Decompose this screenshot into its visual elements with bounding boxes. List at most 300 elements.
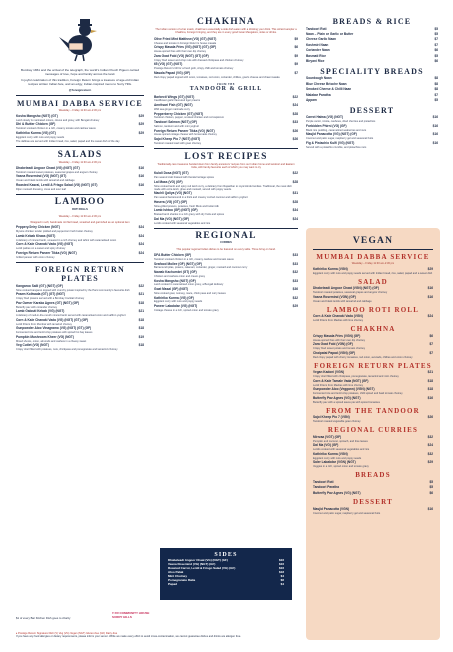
menu-item-name: Tandoori Roti	[306, 26, 327, 31]
menu-item-name: Kathiriko Kurma (VGN)	[313, 267, 348, 271]
menu-item-name: Dhabeleadi Angoor Chaat (VGN) (NGT) (GF)	[313, 286, 379, 291]
menu-item-description: Lamb cooked in caramelised onion gravy, a Bengali delicacy	[154, 283, 224, 287]
menu-item-description: Barramundi pilas, prawns, calamari, coriander, ginger, mustard and coconut curry	[154, 266, 248, 270]
lost-recipes-list	[154, 172, 298, 224]
vegan-regional-list	[313, 436, 433, 468]
menu-item-price: $36	[292, 287, 298, 292]
menu-item-price: $7	[294, 70, 298, 75]
charity-line: $1 of every Bar Kitchen Dish goes to charity	[16, 616, 71, 620]
menu-item	[313, 481, 433, 485]
menu-item-name: Kathiriko Kurma (VGN)	[313, 451, 348, 456]
menu-item-price: $6	[429, 490, 433, 495]
menu-item-price: $6	[434, 48, 438, 53]
menu-item-price: $29	[138, 130, 144, 135]
menu-item-name: Smoked Cheese & Chilli Naan	[306, 87, 352, 92]
menu-item-name: Vasna Rosemind (VG) (NGT) (GF)	[168, 561, 216, 566]
menu-item-description: Butterfly pav with a spiced sauce pie with spiced tomatoes	[313, 400, 380, 404]
menu-item-price: $29	[138, 122, 144, 127]
menu-item-name: Goat Masal (GF) (NGT)	[154, 287, 189, 292]
vegan-dabba-title: MUMBAI DABBA SERVICE	[316, 252, 430, 261]
section-title-dessert: DESSERT	[349, 105, 395, 115]
menu-item-description: Slow cooked goat, nutmeg, mace, chick peas and curry leaves	[154, 291, 226, 295]
menu-item-name: Nawab Kachumbri (GT) (GF)	[154, 270, 197, 275]
menu-item-description: Salmon, tandoori and with mint yoghurt	[154, 124, 199, 128]
menu-item-description: Pan seared barramundi in a thick and creamy curried coconut and saffron yoghurt	[154, 196, 248, 200]
menu-item-name: Sourdough Naan	[306, 76, 332, 81]
lamboo-list	[16, 226, 144, 258]
section-title-dabba: MUMBAI DABBA SERVICE	[17, 98, 143, 108]
menu-item-name: Foreign Return Paneer Tikka (VG) (NGT)	[16, 250, 77, 255]
menu-item-price: $29	[427, 460, 433, 465]
menu-item-name: Cheese Garlic Naan	[306, 37, 336, 42]
menu-item	[306, 33, 438, 37]
vegan-dessert-list	[313, 508, 433, 515]
vegan-breads-title: BREADS	[355, 471, 391, 480]
menu-item-price: $5	[434, 31, 438, 36]
menu-item-price: $29	[427, 267, 433, 271]
regional-small: CURRIES	[220, 241, 232, 245]
menu-item-price: $9	[294, 53, 298, 58]
divider	[313, 249, 433, 250]
menu-item	[313, 486, 433, 490]
menu-item-description: House spiced cottage cheese with homemade chutney	[154, 133, 217, 137]
menu-item-price: $8	[434, 87, 438, 92]
menu-item-name: Masjid Panacotta (VG) (NGT) (GF)	[306, 132, 357, 137]
menu-item-price: $32	[292, 295, 298, 300]
section-title-salads: SALADS	[57, 149, 103, 160]
menu-item-name: Crispy Masala Fries (VGN) (GF)	[313, 333, 361, 338]
menu-item-description: Served with a pistachio crumble, and pistachios nuts	[306, 145, 367, 149]
left-column	[16, 14, 144, 352]
menu-item-name: Gunpowder Aloo Vinagramo (VG) (NGT) (GT) (GF)	[16, 326, 92, 331]
menu-item-description: Pan seared crab braised with Kerala heritage spices	[154, 176, 214, 180]
menu-item-price: $24	[138, 250, 144, 255]
vegan-fr-list	[313, 371, 433, 403]
vegan-tandoor-title: FROM THE TANDOOR	[326, 406, 420, 415]
menu-item-price: $18	[138, 343, 144, 348]
menu-item-price: $8	[434, 81, 438, 86]
menu-item-name: Vegan Kadoni (VGN)	[313, 370, 344, 375]
vegan-fr-title: FOREIGN RETURN PLATES	[314, 361, 432, 370]
menu-item-description: Purple carrot, ricotta, cashews, dried cherries and pistachios	[306, 120, 376, 124]
menu-item-name: Papad	[168, 581, 178, 586]
menu-item-name: Pumpkin Mushroom Kheer (VG) (NGT)	[16, 334, 74, 339]
menu-item-description: Butterfly pav with coriander chutney	[16, 305, 58, 309]
section-title-chakhna: CHAKHNA	[196, 17, 255, 27]
menu-item-description: Chicken and cashew onion and cream gravy	[154, 274, 206, 278]
menu-item-description: Tandoori roasted sweet potatoes, seasonal grapes and angoor chutney	[16, 170, 98, 174]
menu-item	[306, 55, 438, 59]
section-title-speciality-breads: SPECIALITY BREADS	[320, 66, 424, 76]
menu-item-description: House-spiced fries with their own dip chutney	[313, 338, 366, 342]
menu-item-description: Ocean and black lentils with tamarind and cabbage	[313, 299, 372, 303]
menu-item-description: Eggplant curry with nuts and poppy seeds	[154, 300, 203, 304]
divider	[16, 194, 144, 195]
salads-list	[16, 167, 144, 191]
menu-item	[306, 49, 438, 53]
sides-list	[168, 559, 284, 586]
menu-item-price: $26	[427, 415, 433, 420]
menu-item	[168, 579, 284, 582]
menu-item-name: Carrot Halwa (VG) (NGT)	[306, 115, 344, 120]
menu-item-price: $7	[434, 42, 438, 47]
menu-item-price: $16	[432, 123, 438, 128]
menu-item-price: $34	[292, 208, 298, 213]
menu-item-price: $7	[429, 342, 433, 347]
menu-item-price: $22	[138, 283, 144, 288]
menu-item-price: $33	[292, 261, 298, 266]
menu-item-name: Barbecti Wings (GT) (NGT)	[154, 94, 195, 99]
menu-item-price: $32	[292, 270, 298, 275]
menu-item-description: Veggies in a rich, spiced onion and tomato gravy	[313, 465, 369, 469]
intro-paragraph-1: Bombay 1861 and the arrival of the telegraph, the world’s Indian Pooch Pigeon carried messages of love, hope and family across the land.	[20, 68, 140, 76]
middle-column	[154, 14, 298, 313]
menu-item-price: $5	[434, 97, 438, 102]
menu-item	[306, 94, 438, 98]
menu-item-name: Mirrzaa (VGT) (GF)	[313, 434, 342, 439]
menu-item	[313, 492, 433, 496]
menu-item-description: Lamb slowly & marinated onions, cloves and gravy, with Bengali chutney	[16, 118, 100, 122]
menu-item-name: Naan – Plain or Garlic or Butter	[306, 31, 354, 36]
vegan-panel	[306, 228, 440, 640]
menu-item-price: $19	[138, 334, 144, 339]
menu-item-description: Crispy shell filled with chickpeas, pomegranate, tamarind and mint chutney	[313, 375, 399, 379]
vegan-tandoor-list	[313, 416, 433, 423]
menu-item-description: House-spiced fries with their own dip chutney	[154, 50, 207, 54]
menu-item-description: Crispy fried sweet potato and tomato chutney	[313, 347, 366, 351]
menu-item-price: $7	[434, 37, 438, 42]
menu-item-price: $24	[427, 314, 433, 319]
menu-item	[306, 99, 438, 103]
menu-item-description: Tandoori chicken, pepper, smoked chicken and red capsicum	[154, 116, 225, 120]
menu-item-description: Slow-grilled prawns, potatoes, fresh fillets and buttermilk	[154, 204, 219, 208]
vegan-salad-list	[313, 287, 433, 302]
menu-item-price: $16	[138, 182, 144, 187]
menu-item-description: Fermented rice and lentil crisp potatoes, chilli spiced and basil tomato chutney	[313, 392, 403, 396]
menu-item-name: Corn & Kale Chanaki Vada (VGN)	[313, 314, 363, 319]
charity-logo	[112, 612, 160, 619]
menu-item	[306, 77, 438, 81]
section-title-vegan: VEGAN	[352, 236, 394, 246]
menu-item-name: Pomegranate Raita	[168, 577, 196, 582]
footer-allergy: If you have any food allergies or dietary requirements, please inform your server. While we make every effort to avoid cross-contamination, we cannot guarantee dishes and drinks are allergen free.	[16, 635, 242, 639]
menu-item-price: $24	[292, 103, 298, 108]
foreign-return-list	[16, 285, 144, 351]
section-title-lamboo: LAMBOO	[54, 197, 106, 208]
vegan-chakhna-list	[313, 335, 433, 359]
charity-tag: FR	[114, 611, 119, 615]
menu-item-name: Lal Maas (VG) (GF)	[154, 179, 183, 184]
chakhna-subtitle: The Indian version of a bar snack, chakhna is essentially a side dish eaten with a drinking your drink. This wizard sampler a Chakhna, Foreign bringing, and they are in every good Goan Mangalore, sides or drinks.	[155, 28, 297, 35]
menu-item-description: Crispy fried prawns served with a Bombay Cocktail chutney	[16, 297, 85, 301]
divider	[16, 95, 144, 96]
menu-item-name: Pepperberry Chicken (GT) (NGT)	[154, 111, 204, 116]
menu-item-description: Eggplant curry with nuts and poppy seeds	[313, 456, 362, 460]
regional-list	[154, 254, 298, 312]
menu-item-name: Butterfly Pav Agnes (VG) (NGT)	[313, 490, 361, 495]
menu-item-name: Butterfly Pav Agnes (VG) (NGT)	[313, 395, 361, 400]
menu-item-price: $21	[138, 292, 144, 297]
footer	[16, 632, 306, 638]
menu-item-price: $16	[278, 561, 284, 566]
menu-item-name: Kulali Dosa (NGT) (GT)	[154, 171, 189, 176]
dabba-note: The dabbas are served with Indian bread, rice, salad, papad and the sweet dish of the day	[16, 139, 120, 143]
divider	[154, 148, 298, 149]
menu-item-price: $16	[427, 286, 433, 291]
menu-item-price: $16	[278, 565, 284, 570]
menu-item-name: Sajoi Kheep Pio 7 (VGN)	[313, 415, 350, 420]
menu-item-price: $24	[138, 233, 144, 238]
menu-item-price: $7	[429, 350, 433, 355]
menu-item-price: $18	[427, 387, 433, 392]
lamboo-subtitle: ROTI ROLLS	[72, 208, 88, 212]
menu-item-price: $33	[292, 278, 298, 283]
menu-item-price: $18	[138, 317, 144, 322]
menu-item-name: Tandoori Paratha	[313, 485, 339, 490]
menu-item-name: Tandoori Salmon (NGT) (GF)	[154, 120, 197, 125]
menu-item-description: Lentils cooked with seasonal vegetables and rice	[313, 448, 370, 452]
menu-item-price: $22	[292, 94, 298, 99]
menu-item-price: $18	[427, 378, 433, 383]
menu-item-name: Vasna Rosemind (VG) (NGT) (GT)	[16, 174, 67, 179]
menu-item-price: $21	[427, 370, 433, 375]
right-column	[306, 14, 438, 150]
menu-item	[168, 583, 284, 586]
menu-item-description: Eggplant curry with nuts and poppy seeds	[16, 135, 65, 139]
menu-item-name: Masjid Panacotta (VGN)	[313, 506, 349, 511]
menu-item-price: $24	[138, 225, 144, 230]
menu-item	[168, 567, 284, 570]
vegan-lamboo-list	[313, 315, 433, 322]
menu-item-description: A delicacy of melt-in-the-mouth minced lamb served with caramelised onion and saffron yoghurt	[16, 314, 126, 318]
menu-item-name: Forbidden Phirni (VG) (GF)	[306, 123, 347, 128]
menu-item-description: Eggplant curry with nuts and poppy seeds served with Indian bread, rice, salad, papad and a sweet dish	[313, 271, 433, 275]
menu-item-price: $32	[427, 434, 433, 439]
menu-item-price: $16	[432, 132, 438, 137]
menu-item-description: Lentil fritters from Mumbai with tamarind chutney	[16, 322, 72, 326]
menu-item-name: Dhabeleadi Angoor Chaat (VG) (NGT) (GF)	[168, 558, 228, 562]
tandoor-title: TANDOOR & GRILL	[189, 85, 263, 92]
menu-item-description: Coconut and palm sugar, raspberry gel and seasonal fruits	[313, 511, 381, 515]
menu-item-name: Kosha Mangsho (NGT) (GT)	[16, 114, 58, 118]
menu-item-name: Veg Cutlet (VG) (NGT)	[16, 343, 49, 348]
regional-subtitle: This popular regional Indian dishes to be featured on every table. Three bring on hand.	[176, 247, 276, 251]
menu-item-description: Prestige Return’s bill for a fresh gobi, crispy chilli and tomato chutney	[154, 67, 234, 71]
menu-item-name: Basmati Rice	[306, 53, 327, 58]
vegan-salad-title: SALAD	[358, 277, 388, 286]
menu-item-price: $4	[280, 573, 284, 578]
menu-item-name: Appam	[306, 97, 317, 102]
menu-item-name: Dal Ma (VG) (NGT) (GF)	[154, 216, 190, 221]
menu-item-name: Peppery/Jeiry Chicken (NGT)	[16, 225, 60, 230]
vegan-dabba-time: Weekday – Friday 11:30 am-2:30 pm	[351, 261, 395, 265]
menu-item-name: Olive Fried Mint Matthew (VG) (GT) (NGT)	[154, 36, 217, 41]
menu-item-description: Slow cooked lamb and spicy red lamb curry, a delicacy from Rajasthan to royal Hindu families. Traditional, the meat dish made with extra lamb, ghee and mustard, served with poppy seeds.	[154, 184, 292, 191]
menu-item-price: $32	[427, 451, 433, 456]
sides-box	[160, 548, 292, 600]
instagram-handle[interactable]: @foreignreturn	[68, 88, 92, 92]
dessert-list	[306, 116, 438, 148]
menu-item-description: Slow cooked kangaroo topped with crunchy potato Inspired by the Parsi community’s favourite dish	[16, 288, 130, 292]
menu-item-description: Tandoori smoked chicken in a rich, creamy tomato and cashew sauce	[16, 127, 96, 131]
vegan-lamboo-title: LAMBOO ROTI ROLL	[326, 305, 420, 314]
section-title-breads-rice: BREADS & RICE	[332, 17, 412, 26]
dabba-time: Weekday – Friday 11:30 am-2:30 pm	[58, 108, 102, 112]
menu-item-description: Lentils cooked with seasonal vegetables and rice	[154, 221, 211, 225]
intro-paragraph-2: In joyful celebration of this tradition, Foreign Return brings a treasure of age-old Indian recipes written Indian fare, and an edgy, Indian-inspired menu to Surry Hills.	[21, 78, 139, 86]
charity-name: COMMUNITY HOUSE SURRY HILLS	[112, 611, 150, 619]
menu-item-price: $6	[280, 577, 284, 582]
menu-item-name: Sajoi Kheep Pio 7 (NGT) (NGT)	[154, 137, 201, 142]
section-title-sides: SIDES	[214, 552, 238, 558]
menu-item-description: Tandoori smoked chicken in a rich, creamy cashew and tomato sauce	[154, 257, 234, 261]
menu-item-name: Zara Goat Fold (VG) (NGT) (GT) (GF)	[154, 53, 209, 58]
menu-item-name: Corn & Kale Chanaki Vada (VG) (NGT) (GT) (GF)	[16, 317, 89, 322]
menu-item-description: Cottage cheese in a rich, spiced onion and tomato gravy	[154, 308, 219, 312]
menu-item-name: DFA Butter Chicken (GF)	[154, 253, 192, 258]
menu-item-name: Zara Goat Fold (VGN) (GF)	[313, 342, 353, 347]
menu-item-description: Tandoori roasted potatoes, seasonal grapes and angoor chutney	[313, 291, 388, 295]
menu-item-name: Pav Owner Karaka Agnes (GT) (NGT) (GF)	[16, 300, 80, 305]
menu-item-description: Black rice pudding, caramelized seaberries and nuts	[306, 128, 367, 132]
footer-legend: ♦ Prestige Return Signature Dish (V) Veg (VG) Vegan (NGT) Gluten-free (GF) Dairy-free	[16, 632, 118, 635]
menu-item-price: $6	[429, 333, 433, 338]
menu-item-name: Chaipatai Papad (VGN) (GF)	[313, 350, 356, 355]
menu-item-price: $5	[429, 479, 433, 484]
menu-item-price: $6	[294, 45, 298, 50]
menu-item-description: Red crispy papad topped with onion, tomatoes, red onion, coriander, chillies, goat’s cheese and chaat masala	[154, 75, 280, 79]
chakhna-list	[154, 38, 298, 79]
menu-item-price: $16	[278, 558, 284, 562]
menu-item-description: Mysore chicken tender pickled and peppercorn herb butter chutney	[16, 230, 93, 234]
section-title-lost-recipes: LOST RECIPES	[184, 151, 268, 162]
menu-item-price: $24	[138, 242, 144, 247]
divider	[16, 262, 144, 263]
menu-item-name: Amritsari Fish (GT) (NGT)	[154, 103, 193, 108]
menu-item-name: 65 (VG) (GT) (NGT)	[154, 62, 183, 67]
menu-item-name: Lamb Kebab Khaas (NGT)	[16, 233, 56, 238]
menu-item-name: Aloo Palak	[168, 569, 184, 574]
menu-item-name: Gunpowder Aloo (Veggann) (VGN) (NGT)	[313, 387, 375, 392]
menu-item-description: Lentil patties on a sweet and spicy chutney	[16, 247, 66, 251]
menu-item	[306, 60, 438, 64]
tandoor-list	[154, 96, 298, 145]
menu-item-name: Biryani Rice	[306, 58, 325, 63]
menu-item-name: Machli Qaliya (VG) (NGT)	[154, 191, 192, 196]
menu-item-name: Tandoori Roti	[313, 479, 334, 484]
menu-item-price: $16	[427, 395, 433, 400]
menu-item-price: $33	[292, 253, 298, 258]
menu-item-description: Cheese and tomato in Foreign Return’s house masala	[154, 41, 217, 45]
menu-item-price: $28	[292, 111, 298, 116]
menu-item-description: A delicacy of minced lamb, smeared in a rich chutney and tahini with caramelised onion	[16, 238, 117, 242]
menu-item-name: Kathiriko Kurma (VG) (GT)	[16, 130, 56, 135]
menu-item-name: Crispy Masala Fries (VG) (NGT) (GT) (GF)	[154, 45, 217, 50]
menu-item-price: $9	[294, 62, 298, 67]
menu-item-name: Corn & Kale Tamale Vada (NGT) (GF)	[313, 378, 369, 383]
lamboo-time: Weekday – Friday 11:30 am-2:30 pm	[58, 214, 102, 218]
menu-item-name: Lamb Ishtoo (GF) (NGT) (GF)	[154, 208, 198, 213]
menu-item-name: Roasted Carrot, Lentil & Frisgo Salad (VG) (GF)	[168, 565, 236, 570]
menu-item-name: Dhabeleadi Angoor Chaat (VG) (NGT) (GT)	[16, 165, 80, 170]
section-title-regional: REGIONAL	[195, 231, 257, 242]
menu-item-description: Fermented rice and lentil crisp potatoes with spiced hot bay leaves	[16, 331, 93, 335]
menu-item-name: Kashmiri Naan	[306, 42, 329, 47]
menu-item-price: $5	[429, 485, 433, 490]
menu-item-name: Coriander Naan	[306, 48, 330, 53]
menu-item-price: $18	[138, 326, 144, 331]
menu-item-name: Dal Ma (VG) (GF)	[313, 443, 339, 448]
vegan-chakhna-title: CHAKHNA	[350, 325, 396, 334]
menu-item-price: $16	[432, 140, 438, 145]
menu-item-description: Pumpkin and coconut, spinach, and lime leaves	[313, 439, 368, 443]
menu-item-description: Dijon mustard dressing, cress and sour leaf	[16, 187, 66, 191]
menu-item-price: $7	[434, 92, 438, 97]
menu-item-price: $31	[292, 191, 298, 196]
lost-subtitle: Traditionally-rare treasures handed down from family ancestors’ recipes from our Indian home and tandoori and Eastern India, with family-favourite each of which you may want to try	[157, 162, 295, 169]
menu-item-description: Lentil fritters from Madras with lime chutney	[313, 383, 364, 387]
menu-item-description: Crispy fried sweet and crisp nuts with dressed chickpeas and chicken chutney	[154, 58, 244, 62]
menu-item-price: $4	[280, 581, 284, 586]
menu-item-price: $26	[292, 128, 298, 133]
menu-item-name: Mint Chutney	[168, 573, 187, 578]
menu-item-description: Mixed shoots, onion, almonds and cashew in a cheesy sweet	[16, 339, 87, 343]
menu-item-price: $6	[434, 58, 438, 63]
menu-item-price: $18	[278, 569, 284, 574]
menu-item-name: Corn & Kale Chanaki Vada (VG) (NGT)	[16, 242, 74, 247]
menu-item-price: $28	[292, 199, 298, 204]
menu-item-description: Crispy shell filled with potatoes, nuts, chickpeas and pomegranate and tamarind chutney	[16, 348, 118, 352]
menu-item-price: $9	[294, 36, 298, 41]
vegan-dessert-title: DESSERT	[352, 498, 394, 507]
menu-item-description: Ocean and black lentils with tamarind and cabbage	[16, 179, 75, 183]
section-title-foreign-return: FOREIGN RETURN PLATES	[35, 265, 125, 284]
menu-item-name: Hasera (VG) (GT) (GF)	[154, 199, 188, 204]
menu-item-price: $16	[138, 174, 144, 179]
menu-item-name: Foreign Return Paneer Tikka (VG) (NGT)	[154, 128, 215, 133]
menu-item-name: Roasted Kasrai, Lentil & Frisgo Salad (VG) (NGT) (GT)	[16, 182, 98, 187]
menu-item-name: Saler Lababdar (VGN) (NGT)	[313, 460, 356, 465]
menu-item-description: Red crispy papad with cherry tomatoes, red onion, avocado, chillies and onion chutney	[313, 355, 413, 359]
menu-item-price: $29	[292, 304, 298, 309]
menu-item-name: Paneer Lababdar (VG) (NGT)	[154, 304, 198, 309]
menu-item-name: Kangaroo Salli (GT) (NGT) (GF)	[16, 283, 63, 288]
menu-item-price: $24	[427, 443, 433, 448]
pigeon-icon	[57, 15, 103, 63]
menu-item-price: $8	[434, 76, 438, 81]
menu-item-name: Malabar Paratha	[306, 92, 331, 97]
dabba-list	[16, 115, 144, 139]
menu-item-price: $5	[434, 53, 438, 58]
menu-item-price: $18	[138, 300, 144, 305]
tandoor-small: FROM THE	[216, 82, 235, 86]
menu-item-price: $26	[292, 137, 298, 142]
menu-item-description: Coconut and palm sugar, raspberry gel and seasonal fruits	[306, 137, 374, 141]
menu-item-description: Braised lamb shanks in a rich gravy with dry fruits and spices	[154, 213, 225, 217]
vegan-breads-list	[313, 481, 433, 496]
menu-item-description: Tandoori roasted cauli with goan chutney	[154, 141, 202, 145]
menu-item	[306, 83, 438, 87]
menu-item-price: $29	[138, 114, 144, 118]
menu-item-price: $16	[432, 115, 438, 120]
heart-icon: ♥	[112, 611, 114, 615]
menu-item-name: Dhi & Butter Chicken (GF)	[16, 122, 56, 127]
pigeon-logo	[16, 14, 144, 64]
menu-item-price: $16	[427, 506, 433, 511]
menu-item-name: Kosha Mangsho (NGT) (GF)	[154, 278, 196, 283]
menu-item-description: Grilled paneer with onion chutney	[16, 255, 55, 259]
menu-item-price: $33	[292, 120, 298, 125]
